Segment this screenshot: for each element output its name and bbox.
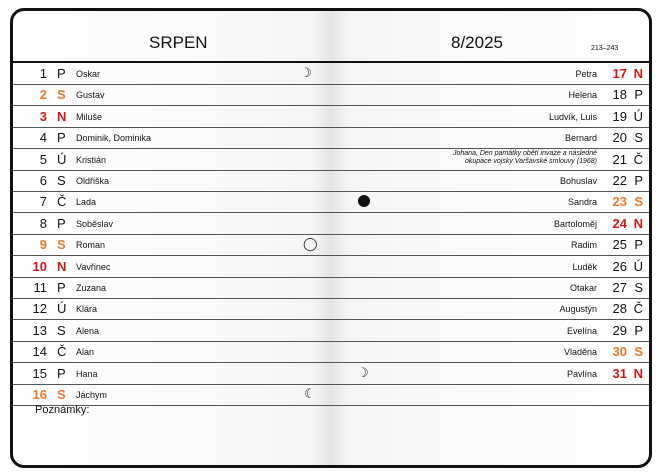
day-row [13,84,649,106]
left-day-number: 2 [39,87,47,103]
right-nameday: Johana, Den památky obětí invaze a následné okupace vojsky Varšavské smlouvy (1968) [453,149,597,165]
left-nameday: Lada [76,197,97,208]
right-nameday: Bohuslav [559,176,597,186]
right-nameday: Evelína [566,325,597,336]
left-nameday: Hana [76,368,98,379]
right-nameday: Ludvík, Luis [548,111,597,122]
right-day-number: 26 [612,258,627,274]
left-weekday: P [57,365,66,381]
day-row [13,213,649,235]
right-day-number: 25 [612,237,627,253]
day-row [13,363,649,385]
right-weekday: P [634,87,643,103]
left-nameday: Alena [76,325,100,336]
calendar-header [13,11,649,63]
left-day-number: 7 [39,194,47,210]
day-row [13,277,649,299]
day-row [13,298,649,320]
right-day-number: 18 [612,87,627,103]
right-nameday: Bartoloměj [553,218,597,229]
right-weekday: P [634,322,643,338]
month-title: SRPEN [149,33,208,52]
right-nameday: Pavlína [566,368,597,379]
right-day-number: 20 [612,130,627,146]
left-nameday: Jáchym [76,390,108,400]
day-row [13,320,649,342]
left-nameday: Oskar [76,69,101,79]
left-weekday: S [57,87,66,103]
right-nameday: Helena [568,90,597,101]
left-day-number: 12 [32,301,47,317]
first-quarter-moon-icon: ☽ [357,364,369,380]
right-weekday: Č [633,151,643,167]
right-weekday: Ú [633,258,643,274]
right-weekday: S [634,280,643,295]
left-day-number: 13 [32,322,47,338]
left-nameday: Gustav [76,90,105,101]
right-day-number: 29 [612,322,627,338]
right-weekday: S [634,194,643,210]
left-weekday: N [57,258,67,274]
right-day-number: 28 [612,301,627,317]
left-day-number: 6 [39,173,47,188]
day-row [13,170,649,192]
left-weekday: Č [57,344,67,360]
right-weekday: P [634,237,643,253]
left-nameday: Dominik, Dominika [76,133,152,144]
left-day-number: 8 [39,215,47,231]
right-nameday: Augustýn [559,304,597,315]
left-weekday: S [57,387,66,402]
left-nameday: Roman [76,240,106,251]
right-day-number: 31 [612,365,627,381]
left-day-number: 5 [39,151,47,167]
right-weekday: N [633,66,643,81]
left-nameday: Oldřiška [76,176,110,186]
left-nameday: Vavřinec [76,261,111,272]
full-moon-icon: ◯ [303,236,318,252]
day-row [13,63,649,85]
left-day-number: 15 [32,365,47,381]
left-weekday: S [57,322,66,338]
day-row [13,149,649,171]
left-day-number: 3 [39,108,47,124]
left-nameday: Klára [76,304,98,315]
day-row [13,234,649,256]
left-weekday: Ú [57,301,67,317]
first-quarter-moon-icon: ☽ [300,65,312,80]
left-weekday: P [57,66,66,81]
left-nameday: Soběslav [76,218,114,229]
left-weekday: Č [57,194,67,210]
right-weekday: N [633,365,643,381]
right-weekday: S [634,344,643,360]
left-day-number: 11 [33,280,47,295]
left-weekday: P [57,215,66,231]
left-weekday: S [57,237,66,253]
day-row [13,384,649,406]
right-day-number: 22 [612,173,627,188]
right-day-number: 19 [612,108,627,124]
right-day-number: 23 [612,194,627,210]
right-weekday: P [634,173,643,188]
right-day-number: 21 [612,151,627,167]
day-row [13,106,649,128]
left-weekday: S [57,173,66,188]
left-nameday: Kristián [76,154,107,165]
left-nameday: Miluše [76,111,103,122]
right-nameday: Otakar [569,283,597,293]
right-weekday: Ú [633,108,643,124]
left-weekday: P [57,130,66,146]
last-quarter-moon-icon: ☾ [304,386,316,401]
day-of-year-range: 213–243 [591,45,619,52]
left-day-number: 10 [32,258,47,274]
right-nameday: Petra [575,69,597,79]
calendar-page [10,8,652,468]
day-row [13,191,649,213]
right-weekday: N [633,215,643,231]
notes-label: Poznámky: [35,404,90,416]
right-nameday: Radim [570,240,597,251]
left-weekday: Ú [57,151,67,167]
year-label: 8/2025 [451,33,503,52]
left-day-number: 4 [39,130,47,146]
left-day-number: 14 [32,344,47,360]
right-nameday: Bernard [564,133,597,144]
left-weekday: P [57,280,66,295]
right-nameday: Sandra [567,197,597,208]
right-day-number: 30 [612,344,627,360]
left-weekday: N [57,108,67,124]
right-day-number: 17 [612,66,627,81]
left-nameday: Alan [76,347,95,358]
day-row [13,127,649,149]
right-nameday: Luděk [572,261,597,272]
left-nameday: Zuzana [76,283,107,293]
left-day-number: 16 [32,387,47,402]
right-nameday: Vladěna [563,347,597,358]
right-weekday: S [634,130,643,146]
day-row [13,256,649,278]
day-row [13,341,649,363]
left-day-number: 1 [39,66,47,81]
right-day-number: 27 [612,280,627,295]
right-day-number: 24 [612,215,627,231]
right-weekday: Č [633,301,643,317]
left-day-number: 9 [39,237,47,253]
